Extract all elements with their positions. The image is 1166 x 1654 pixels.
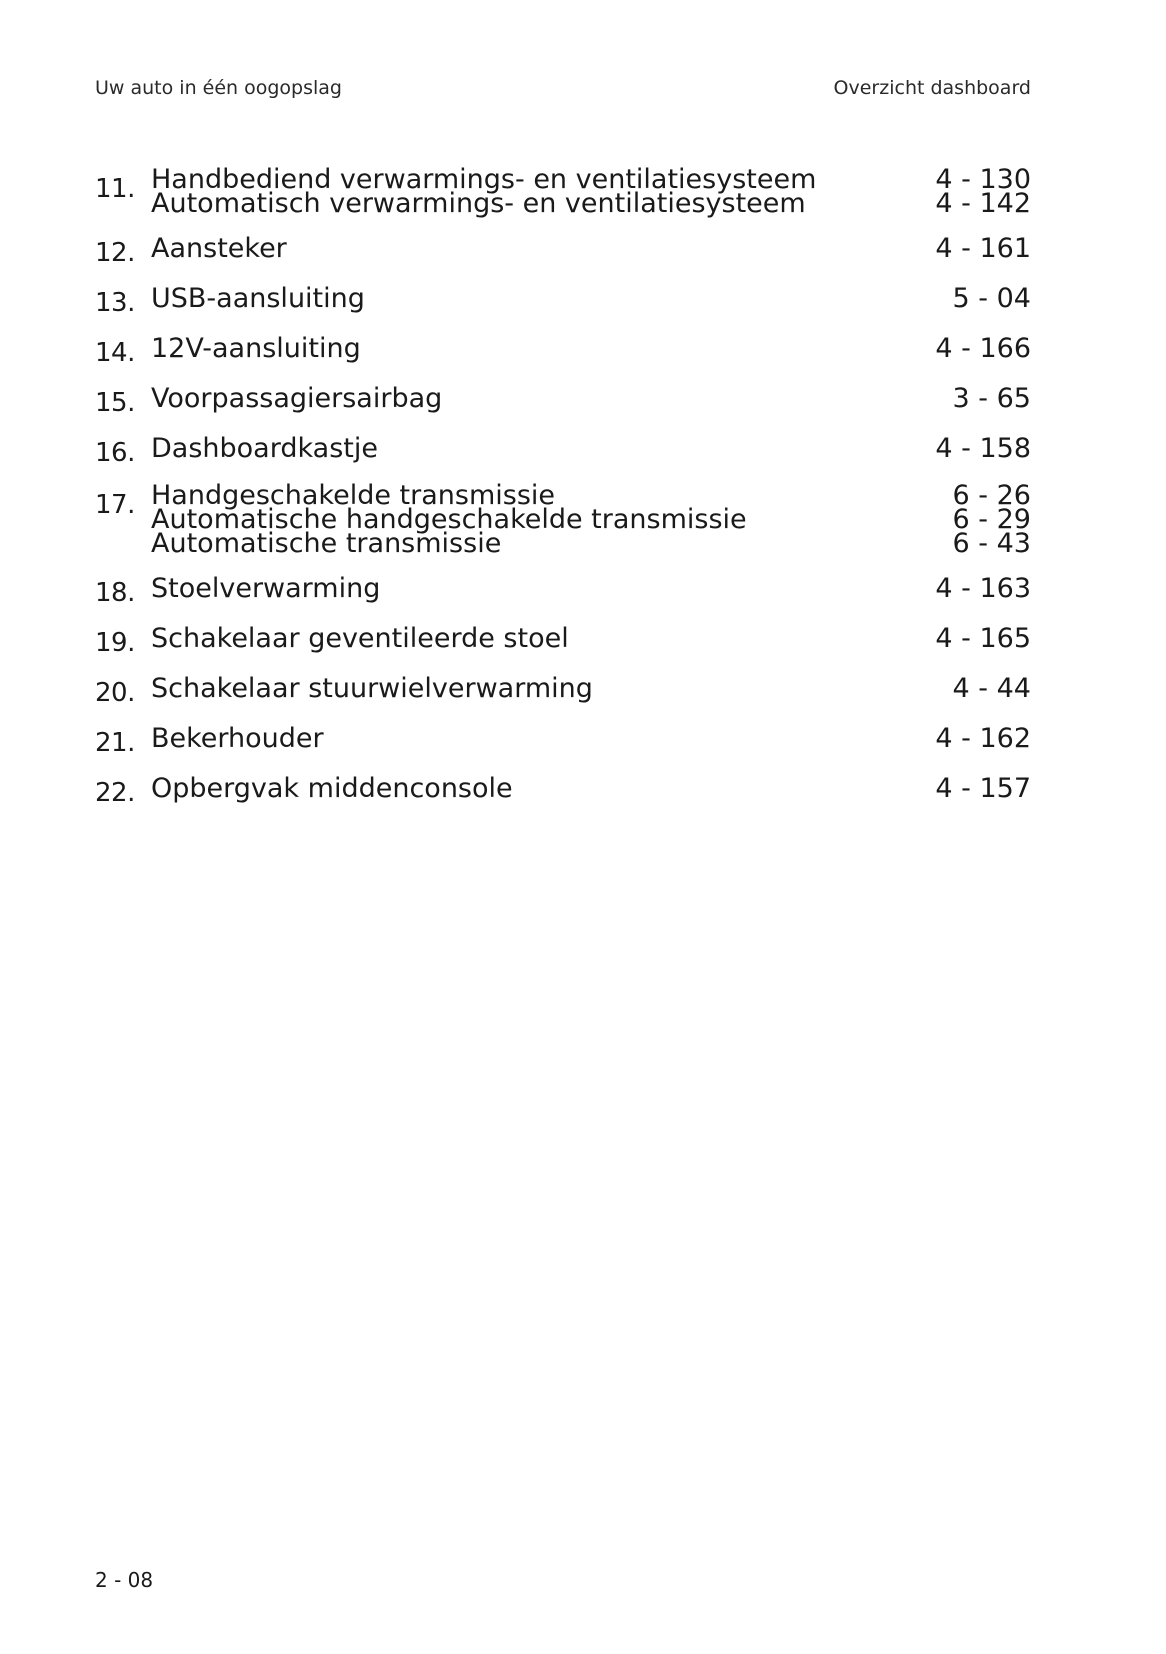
toc-entry-number: 11. <box>95 174 135 204</box>
toc-entry-16 <box>95 434 1031 466</box>
toc-title: Voorpassagiersairbag <box>151 383 443 414</box>
toc-page-ref: 4 - 166 <box>935 333 1031 364</box>
toc-entry-12 <box>95 234 1031 266</box>
toc-page-ref: 4 - 142 <box>935 188 1031 219</box>
toc-page-ref: 4 - 162 <box>935 723 1031 754</box>
toc-line[interactable] <box>151 574 1031 604</box>
toc-page-ref: 6 - 26 <box>952 480 1031 511</box>
toc-line[interactable] <box>151 528 1031 559</box>
toc-title: Bekerhouder <box>151 723 324 754</box>
toc-page-ref: 4 - 157 <box>935 773 1031 804</box>
toc-line[interactable] <box>151 624 1031 654</box>
toc-page-ref: 4 - 130 <box>935 164 1031 195</box>
toc-entry-number: 14. <box>95 338 135 368</box>
toc-title: Opbergvak middenconsole <box>151 773 513 804</box>
toc-title: USB-aansluiting <box>151 283 365 314</box>
toc-line[interactable] <box>151 434 1031 464</box>
toc-title: Dashboardkastje <box>151 433 378 464</box>
toc-entry-number: 15. <box>95 388 135 418</box>
toc-page-ref: 3 - 65 <box>952 383 1031 414</box>
toc-page-ref: 6 - 43 <box>952 528 1031 559</box>
running-head-chapter: Overzicht dashboard <box>833 77 1031 99</box>
toc-page-ref: 4 - 161 <box>935 233 1031 264</box>
toc-list <box>95 164 1031 824</box>
toc-entry-18 <box>95 574 1031 606</box>
toc-line[interactable] <box>151 284 1031 314</box>
toc-page-ref: 4 - 165 <box>935 623 1031 654</box>
toc-entry-19 <box>95 624 1031 656</box>
toc-line[interactable] <box>151 188 1031 219</box>
toc-entry-21 <box>95 724 1031 756</box>
toc-page-ref: 4 - 163 <box>935 573 1031 604</box>
toc-title: Schakelaar stuurwielverwarming <box>151 673 593 704</box>
toc-entry-number: 20. <box>95 678 135 708</box>
toc-entry-17 <box>95 480 1031 559</box>
toc-page-ref: 4 - 158 <box>935 433 1031 464</box>
toc-line[interactable] <box>151 334 1031 364</box>
toc-entry-11 <box>95 164 1031 219</box>
toc-entry-22 <box>95 774 1031 806</box>
toc-entry-number: 19. <box>95 628 135 658</box>
toc-entry-20 <box>95 674 1031 706</box>
toc-title: Schakelaar geventileerde stoel <box>151 623 569 654</box>
toc-line[interactable] <box>151 674 1031 704</box>
toc-title: Automatisch verwarmings- en ventilatiesysteem <box>151 188 806 219</box>
toc-title: Stoelverwarming <box>151 573 381 604</box>
toc-title: Handgeschakelde transmissie <box>151 480 555 511</box>
toc-title: Handbediend verwarmings- en ventilatiesysteem <box>151 164 817 195</box>
toc-entry-number: 17. <box>95 490 135 520</box>
toc-entry-number: 12. <box>95 238 135 268</box>
toc-line[interactable] <box>151 234 1031 264</box>
toc-title: Automatische transmissie <box>151 528 502 559</box>
toc-page-ref: 4 - 44 <box>952 673 1031 704</box>
toc-entry-14 <box>95 334 1031 366</box>
running-head-section: Uw auto in één oogopslag <box>95 77 342 99</box>
page-number: 2 - 08 <box>95 1568 154 1592</box>
toc-title: Automatische handgeschakelde transmissie <box>151 504 747 535</box>
toc-entry-13 <box>95 284 1031 316</box>
toc-line[interactable] <box>151 724 1031 754</box>
toc-title: Aansteker <box>151 233 287 264</box>
toc-entry-number: 21. <box>95 728 135 758</box>
toc-entry-15 <box>95 384 1031 416</box>
toc-entry-number: 16. <box>95 438 135 468</box>
toc-entry-number: 22. <box>95 778 135 808</box>
toc-entry-number: 18. <box>95 578 135 608</box>
toc-title: 12V-aansluiting <box>151 333 361 364</box>
toc-line[interactable] <box>151 774 1031 804</box>
toc-page-ref: 6 - 29 <box>952 504 1031 535</box>
toc-line[interactable] <box>151 384 1031 414</box>
toc-entry-number: 13. <box>95 288 135 318</box>
toc-page-ref: 5 - 04 <box>952 283 1031 314</box>
